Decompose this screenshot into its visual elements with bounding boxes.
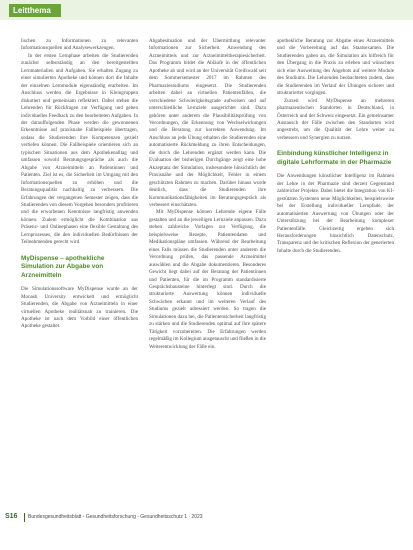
text-column-2 (149, 38, 266, 528)
body-paragraph: apothekliche Beratung zur Abgabe eines Arzneimittels und die Vorbereitung auf das Staatsexamen. Die Studierenden gaben an, die Simulation als hilfreich für den Übergang in die Praxis zu erleben und wünschten sich eine Ausweitung des Angebots auf weitere Module des Studiums. Die Lehrenden beobachteten zudem, dass die Studierenden im Verlauf der Übungen sicherer und strukturierter vorgingen. (277, 38, 394, 97)
footer-divider (24, 513, 25, 522)
body-paragraph: In der ersten Lernphase arbeiten die Studierenden zunächst selbstständig an den bereitgestellten Lernmaterialien und Aufgaben. Sie erhalten Zugang zu einer simulierten Apotheke und können dort die Inhalte der einzelnen Lernmodule eigenständig erarbeiten. Im Anschluss werden die Ergebnisse in Kleingruppen diskutiert und gemeinsam reflektiert. Dabei stehen die Lehrenden für Rückfragen zur Verfügung und geben individuelles Feedback zu den bearbeiteten Aufgaben. In der darauffolgenden Phase werden die gewonnenen Erkenntnisse auf praxisnahe Fallbeispiele übertragen, sodass die Studierenden ihre Kompetenzen gezielt vertiefen können. Die Fallbeispiele orientieren sich an typischen Situationen aus dem Apothekenalltag und umfassen sowohl Beratungsgespräche als auch die Abgabe von Arzneimitteln an Patientinnen und Patienten. Ziel ist es, die Sicherheit im Umgang mit den Informationsquellen zu erhöhen und die Beratungsqualität nachhaltig zu verbessern. Die Erfahrungen der vergangenen Semester zeigen, dass die Studierenden von diesem Vorgehen besonders profitieren und die erworbenen Kenntnisse langfristig anwenden können. Zudem ermöglicht die Kombination aus Präsenz- und Onlinephasen eine flexible Gestaltung des Lernprozesses, die den individuellen Bedürfnissen der Teilnehmenden gerecht wird. (21, 52, 138, 246)
body-paragraph: Die Simulationssoftware MyDispense wurde an der Monash University entwickelt und ermöglicht Studierenden, die Abgabe von Arzneimitteln in einer virtuellen Apotheke realitätsnah zu trainieren. Die Apotheke ist nach dem Vorbild einer öffentlichen Apotheke gestaltet. (21, 286, 138, 330)
body-paragraph: lischen zu Informationen zu relevanten Informationsquellen und Analysewerkzeugen. (21, 38, 138, 52)
body-paragraph: Mit MyDispense können Lehrende eigene Fälle gestalten und an die jeweiligen Lernziele anpassen. Dazu stehen zahlreiche Vorlagen zur Verfügung, die beispielsweise Rezepte, Patientendaten und Medikationspläne umfassen. Während der Bearbeitung eines Falls müssen die Studierenden unter anderem die Verordnung prüfen, das passende Arzneimittel auswählen und die Abgabe dokumentieren. Besonderes Gewicht liegt dabei auf der Beratung der Patientinnen und Patienten, für die im Programm standardisierte Gesprächsbausteine hinterlegt sind. Durch die strukturierte Auswertung können individuelle Schwächen erkannt und im weiteren Verlauf des Studiums gezielt adressiert werden. So tragen die Simulationen dazu bei, die Patientensicherheit langfristig zu stärken und die Studierenden optimal auf ihre spätere Tätigkeit vorzubereiten. Die Erfahrungen werden regelmäßig im Kollegium ausgetauscht und fließen in die Weiterentwicklung der Fälle ein. (149, 209, 266, 350)
text-column-1 (21, 38, 138, 528)
section-tag: Leitthema (9, 4, 61, 17)
section-heading: MyDispense – apothekliche Simulation zur Abgabe von Arzneimitteln (21, 254, 105, 279)
body-paragraph: Abgabesituation und der Übermittlung relevanter Informationen zur Sicherheit. Anwendung des Arzneimittels und zur Arzneimitteltherapiesicherheit. Das Programm bildet die Abläufe in der öffentlichen Apotheke ab und wird an der Universität Greifswald seit dem Sommersemester 2017 im Rahmen des Pharmaziestudiums eingesetzt. Die Studierenden arbeiten dabei an virtuellen Patientenfällen, die verschiedene Schwierigkeitsgrade aufweisen und auf unterschiedliche Lernziele ausgerichtet sind. Dazu gehören unter anderem die Plausibilitätsprüfung von Verordnungen, die Erkennung von Wechselwirkungen und die Beratung zur korrekten Anwendung. Im Anschluss an jede Übung erhalten die Studierenden eine automatisierte Rückmeldung zu ihren Entscheidungen, die durch die Lehrenden ergänzt werden kann. Die Evaluation der bisherigen Durchgänge zeigt eine hohe Akzeptanz der Simulation, insbesondere hinsichtlich der Praxisnähe und der Möglichkeit, Fehler in einem geschützten Rahmen zu machen. Darüber hinaus wurde deutlich, dass die Studierenden ihre Kommunikationsfähigkeiten im Beratungsgespräch als verbessert einschätzten. (149, 38, 266, 208)
header-bar (0, 0, 413, 20)
body-paragraph: Zurzeit wird MyDispense an mehreren pharmazeutischen Standorten in Deutschland, in Österreich und der Schweiz eingesetzt. Ein gemeinsamer Austausch der Fälle zwischen den Standorten wird angestrebt, um die Qualität der Lehre weiter zu verbessern und Synergien zu nutzen. (277, 97, 394, 141)
journal-citation: Bundesgesundheitsblatt - Gesundheitsforschung - Gesundheitsschutz 1 · 2023 (28, 514, 203, 520)
section-heading: Einbindung künstlicher Intelligenz in digitale Lehrformate in der Pharmazie (277, 150, 392, 166)
page-number: S16 (5, 513, 18, 520)
body-paragraph: Die Anwendungen künstlicher Intelligenz im Rahmen der Lehre in der Pharmazie sind derzeit Gegenstand zahlreicher Projekte. Dabei bietet die Integration von KI-gestützten Systemen neue Möglichkeiten, beispielsweise bei der Erstellung individueller Lernpfade, der automatisierten Auswertung von Übungen oder der Unterstützung bei der Bearbeitung komplexer Patientenfälle. Gleichzeitig ergeben sich Herausforderungen hinsichtlich Datenschutz, Transparenz und der kritischen Reflexion der generierten Inhalte durch die Studierenden. (277, 173, 394, 254)
page-footer (0, 512, 413, 524)
text-column-3 (277, 38, 394, 528)
